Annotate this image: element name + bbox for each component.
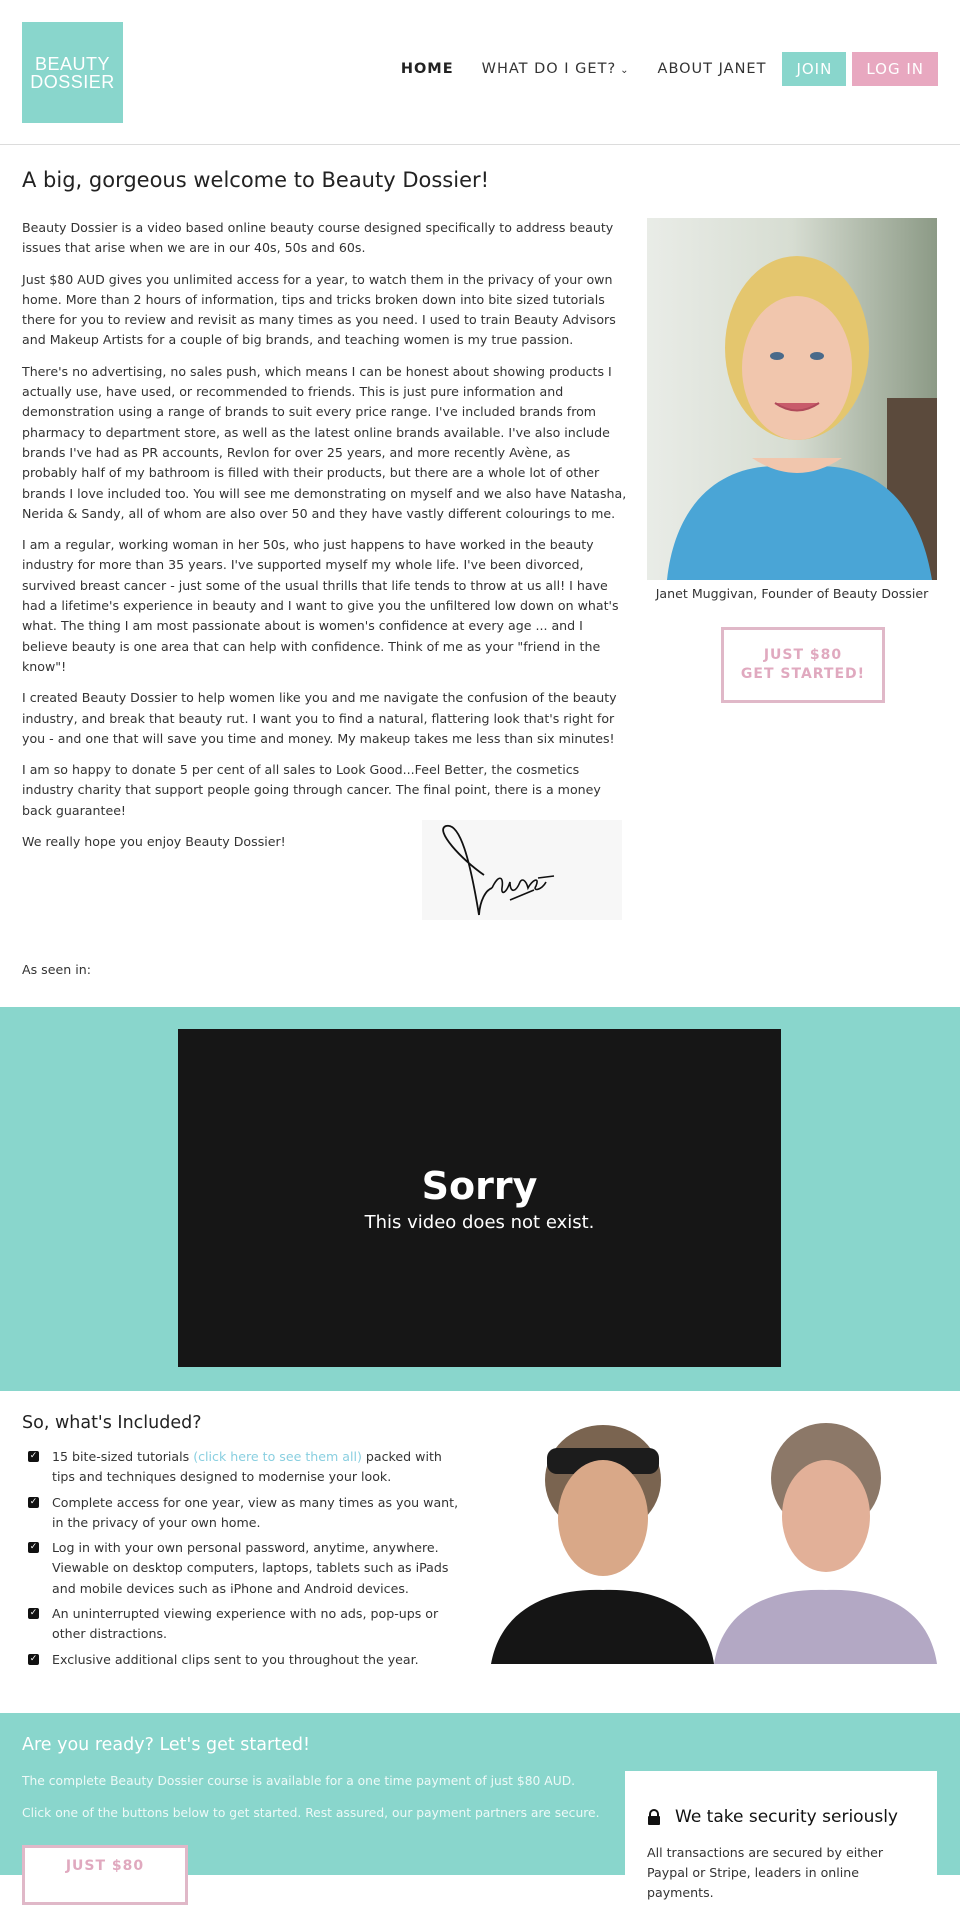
checkbox-icon: ✓: [29, 1608, 38, 1619]
list-item-text: Log in with your own personal password, anytime, anywhere. Viewable on desktop computers, laptops, tablets such as iPads and mobile devices such as iPhone and Android devices.: [52, 1540, 449, 1596]
beauty-dossier-logo[interactable]: [22, 22, 123, 123]
video-error-message: This video does not exist.: [364, 1211, 595, 1233]
get-started-section: [0, 1713, 960, 1900]
see-all-tutorials-link[interactable]: (click here to see them all): [193, 1449, 362, 1464]
list-item-text: Exclusive additional clips sent to you throughout the year.: [52, 1651, 419, 1667]
intro-paragraph-4: I am a regular, working woman in her 50s, who just happens to have worked in the beauty industry for more than 35 years. I've supported myself my whole life. I've been divorced, survived breast cancer - just some of the usual thrills that life tends to throw at us all! I have had a lifetime's experience in beauty and I want to give you the unfiltered low down on what's what. The thing I am most passionate about is women's confidence at every age ... and I believe beauty is one area that can help with confidence. Think of me as your "friend in the know"!: [22, 537, 619, 674]
list-item-text: [52, 1447, 468, 1488]
nav-what-do-i-get[interactable]: [482, 61, 630, 77]
intro-paragraph-3: There's no advertising, no sales push, which means I can be honest about showing products I actually use, have used, or recommended to friends. This is just pure information and demonstration using a range of brands to suit every price range. I've included brands from pharmacy to department store, as well as the latest online brands available. I've also include brands I've had as PR accounts, Revlon for over 25 years, and more recently Avène, as probably half of my bathroom is filled with their products, but there are a whole lot of other brands I love included too. You will see me demonstrating on myself and we also have Natasha, Nerida & Sandy, all of whom are also over 50 and they have vastly different colourings to me.: [22, 363, 627, 521]
chevron-down-icon: ⌄: [620, 65, 630, 76]
just-80-button[interactable]: JUST $80: [22, 1845, 188, 1905]
nav-what-do-i-get-label: WHAT DO I GET?: [481, 61, 617, 77]
get-started-instructions: Click one of the buttons below to get started. Rest assured, our payment partners are secure.: [22, 1806, 600, 1820]
video-error-title: Sorry: [421, 1163, 538, 1208]
nav-about-janet[interactable]: ABOUT JANET: [657, 61, 767, 77]
janet-signature: [422, 820, 622, 920]
security-text: All transactions are secured by either Paypal or Stripe, leaders in online payments.: [647, 1845, 884, 1900]
list-item: [28, 1604, 468, 1645]
list-item-text: Complete access for one year, view as many times as you want, in the privacy of your own home.: [52, 1494, 459, 1530]
list-item-text-post: packed with tips and techniques designed to modernise your look.: [52, 1449, 442, 1485]
intro-text: [22, 218, 627, 863]
site-header: [0, 0, 960, 145]
just-80-get-started-button[interactable]: [721, 627, 885, 703]
list-item: [28, 1650, 468, 1670]
checkbox-icon: ✓: [29, 1496, 38, 1507]
main-nav: [373, 52, 938, 86]
list-item: [28, 1538, 468, 1599]
list-item: [28, 1447, 468, 1488]
checkbox-icon: ✓: [29, 1653, 38, 1664]
checkbox-icon: ✓: [29, 1451, 38, 1461]
cta-line-2: GET STARTED!: [740, 666, 866, 682]
security-title-text: We take security seriously: [675, 1807, 898, 1827]
list-item-text: An uninterrupted viewing experience with no ads, pop-ups or other distractions.: [52, 1606, 439, 1642]
intro-paragraph-6: I am so happy to donate 5 per cent of all sales to Look Good...Feel Better, the cosmetics industry charity that support people going through cancer. The final point, there is a money back guarantee!: [22, 762, 601, 818]
before-after-photo: [491, 1418, 937, 1664]
list-item: [28, 1493, 468, 1534]
intro-paragraph-7: We really hope you enjoy Beauty Dossier!: [22, 834, 286, 850]
intro-paragraph-1: Beauty Dossier is a video based online beauty course designed specifically to address beauty issues that arise when we are in our 40s, 50s and 60s.: [22, 220, 614, 256]
intro-paragraph-2: Just $80 AUD gives you unlimited access for a year, to watch them in the privacy of your own home. More than 2 hours of information, tips and tricks broken down into bite sized tutorials there for you to review and revisit as many times as you need. I used to train Beauty Advisors and Makeup Artists for a couple of big brands, and teaching women is my true passion.: [22, 271, 616, 348]
security-box: [625, 1771, 937, 1911]
included-title: So, what's Included?: [22, 1413, 202, 1433]
get-started-title: Are you ready? Let's get started!: [22, 1735, 310, 1755]
video-player[interactable]: [178, 1029, 781, 1367]
lock-icon: [647, 1809, 661, 1825]
get-started-price-text: The complete Beauty Dossier course is available for a one time payment of just $80 AUD.: [22, 1774, 576, 1788]
portrait-caption: Janet Muggivan, Founder of Beauty Dossier: [655, 586, 929, 601]
nav-home[interactable]: HOME: [400, 61, 454, 77]
cta-line-1: JUST $80: [763, 647, 843, 663]
included-list: [28, 1447, 468, 1675]
janet-portrait-photo: [647, 218, 937, 580]
login-button[interactable]: LOG IN: [852, 52, 938, 86]
as-seen-in-label: As seen in:: [22, 962, 91, 977]
security-title: [647, 1807, 898, 1827]
list-item-text-pre: 15 bite-sized tutorials: [52, 1449, 194, 1464]
logo-line-2: DOSSIER: [30, 71, 115, 92]
page-title: A big, gorgeous welcome to Beauty Dossier!: [22, 168, 490, 192]
intro-paragraph-5: I created Beauty Dossier to help women like you and me navigate the confusion of the beauty industry, and break that beauty rut. I want you to find a natural, flattering look that's right for you - and one that will save you time and money. My makeup takes me less than six minutes!: [22, 690, 617, 746]
checkbox-icon: ✓: [29, 1542, 38, 1553]
join-button[interactable]: JOIN: [782, 52, 846, 86]
logo-line-1: BEAUTY: [34, 53, 111, 74]
video-section: [0, 1007, 960, 1391]
